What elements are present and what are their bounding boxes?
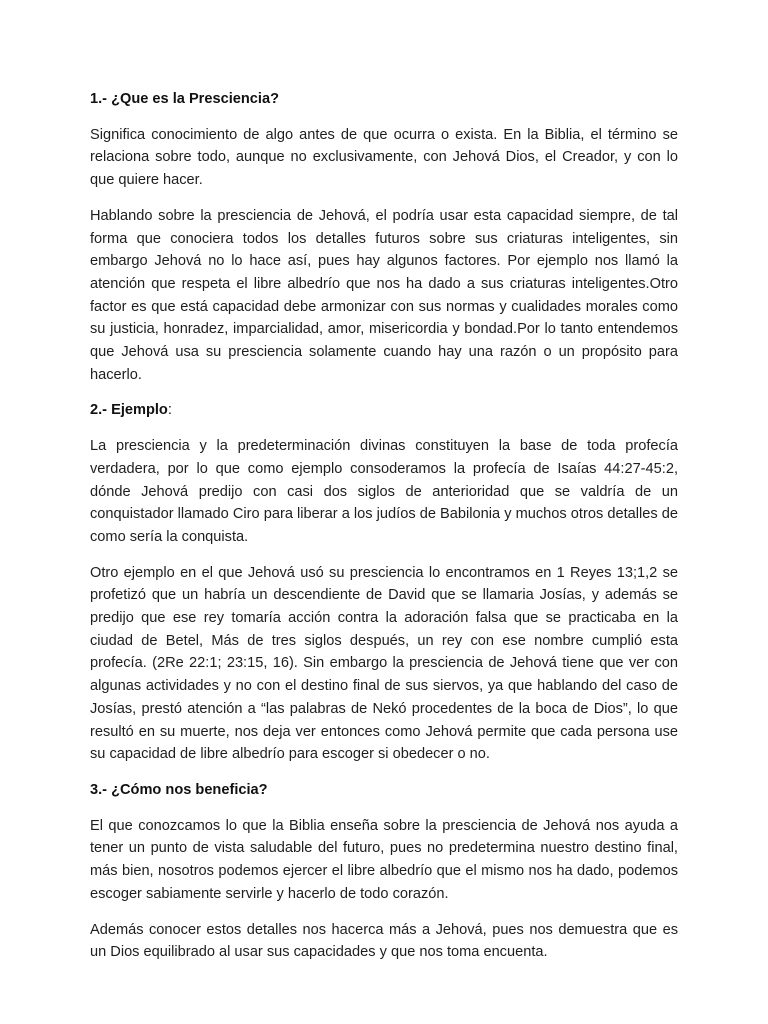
section-2-paragraph-1: La presciencia y la predeterminación divinas constituyen la base de toda profecía verdadera, por lo que como ejemplo consoderamos la profecía de Isaías 44:27-45:2, dónde Jehová predijo con casi dos siglos de anterioridad que se valdría de un conquistador llamado Ciro para liberar a los judíos de Babilonia y muchos otros detalles de como sería la conquista.: [90, 438, 678, 545]
section-1-paragraph-2: Hablando sobre la presciencia de Jehová, el podría usar esta capacidad siempre, de tal forma que conociera todos los detalles futuros sobre sus criaturas inteligentes, sin embargo Jehová no lo hace así, pues hay algunos factores. Por ejemplo nos llamó la atención que respeta el libre albedrío que nos ha dado a sus criaturas inteligentes.Otro factor es que está capacidad debe armonizar con sus normas y cualidades morales como su justicia, honradez, imparcialidad, amor, misericordia y bondad.Por lo tanto entendemos que Jehová usa su presciencia solamente cuando hay una razón o un propósito para hacerlo.: [90, 207, 678, 383]
section-3-paragraph-2: Además conocer estos detalles nos hacerca más a Jehová, pues nos demuestra que es un Dios equilibrado al usar sus capacidades y que nos toma encuenta.: [90, 921, 678, 961]
section-2-paragraph-2: Otro ejemplo en el que Jehová usó su presciencia lo encontramos en 1 Reyes 13;1,2 se profetizó que un habría un descendiente de David que se llamaria Josías, y además se predijo que ese rey tomaría acción contra la adoración falsa que se practicaba en la ciudad de Betel, Más de tres siglos después, un rey con ese nombre cumplió esta profecía. (2Re 22:1; 23:15, 16). Sin embargo la presciencia de Jehová tiene que ver con algunas actividades y no con el destino final de sus siervos, ya que hablando del caso de Josías, prestó atención a “las palabras de Nekó procedentes de la boca de Dios”, lo que resultó en su muerte, nos deja ver entonces como Jehová permite que cada persona use su capacidad de libre albedrío para escoger si obedecer o no.: [90, 564, 678, 763]
section-2-heading: [90, 399, 678, 422]
document-body: [90, 88, 678, 977]
section-1-heading-text: 1.- ¿Que es la Presciencia?: [90, 91, 279, 107]
section-1-heading: [90, 88, 678, 111]
section-3-paragraph-1: El que conozcamos lo que la Biblia enseña sobre la presciencia de Jehová nos ayuda a tener un punto de vista saludable del futuro, pues no predetermina nuestro destino final, más bien, nosotros podemos ejercer el libre albedrío que el mismo nos ha dado, podemos escoger sabiamente servirle y hacerlo de todo corazón.: [90, 817, 678, 902]
section-3-heading: [90, 779, 678, 802]
section-2-heading-suffix: :: [167, 402, 172, 419]
section-3-heading-text: 3.- ¿Cómo nos beneficia?: [90, 781, 268, 798]
section-1-paragraph-1: Significa conocimiento de algo antes de que ocurra o exista. En la Biblia, el término se relaciona sobre todo, aunque no exclusivamente, con Jehová Dios, el Creador, y con lo que quiere hacer.: [90, 126, 678, 189]
section-2-heading-text: 2.- Ejemplo: [90, 402, 168, 419]
